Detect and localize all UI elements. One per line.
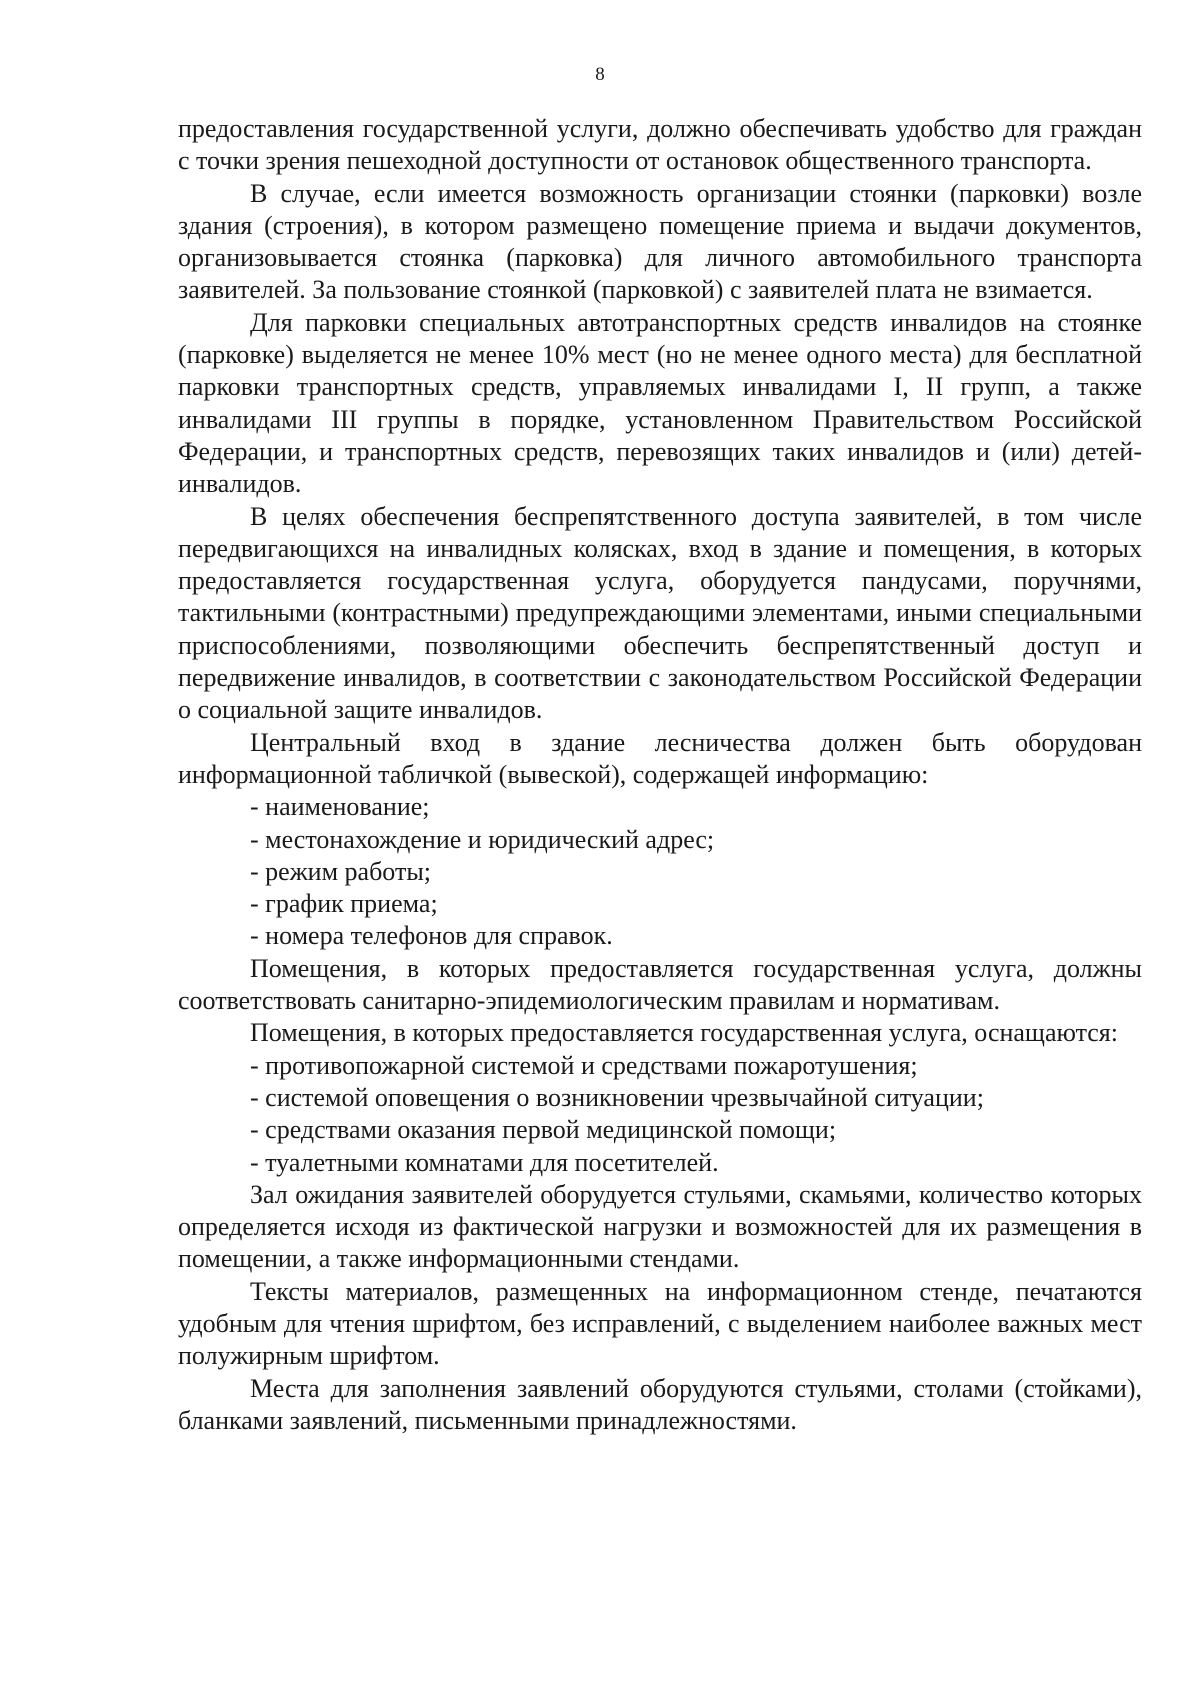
paragraph-sanitary: Помещения, в которых предоставляется государственная услуга, должны соответствовать санитарно-эпидемиологическим правилам и нормативам. (178, 953, 1142, 1016)
paragraph-continuation: предоставления государственной услуги, должно обеспечивать удобство для граждан с точки зрения пешеходной доступности от остановок общественного транспорта. (178, 114, 1142, 176)
list-item: - режим работы; (250, 856, 432, 886)
document-body (178, 113, 1142, 1437)
paragraph-accessibility: В целях обеспечения беспрепятственного доступа заявителей, в том числе передвигающихся на инвалидных колясках, вход в здание и помещения, в которых предоставляется государственная услуга, оборудуется пандусами, поручнями, тактильными (контрастными) предупреждающими элементами, иными специальными приспособлениями, позволяющими обеспечить беспрепятственный доступ и передвижение инвалидов, в соответствии с законодательством Российской Федерации о социальной защите инвалидов. (178, 501, 1142, 725)
list-item: - туалетными комнатами для посетителей. (250, 1147, 719, 1177)
paragraph-application-places: Места для заполнения заявлений оборудуются стульями, столами (стойками), бланками заявлений, письменными принадлежностями. (178, 1373, 1142, 1435)
list-item: - наименование; (250, 792, 430, 822)
list-item: - график приема; (250, 889, 438, 919)
paragraph-parking: В случае, если имеется возможность организации стоянки (парковки) возле здания (строения), в котором размещено помещение приема и выдачи документов, организовывается стоянка (парковка) для личного автомобильного транспорта заявителей. За пользование стоянкой (парковкой) с заявителей плата не взимается. (178, 178, 1142, 305)
list-item: - средствами оказания первой медицинской помощи; (250, 1115, 837, 1145)
paragraph-entrance-sign: Центральный вход в здание лесничества должен быть оборудован информационной табличкой (вывеской), содержащей информацию: (178, 727, 1142, 789)
page-number: 8 (595, 64, 605, 85)
paragraph-stand-texts: Тексты материалов, размещенных на информационном стенде, печатаются удобным для чтения шрифтом, без исправлений, с выделением наиболее важных мест полужирным шрифтом. (178, 1276, 1142, 1371)
list-item: - номера телефонов для справок. (250, 921, 613, 951)
paragraph-equipment: Помещения, в которых предоставляется государственная услуга, оснащаются: (250, 1018, 1118, 1048)
list-item: - системой оповещения о возникновении чрезвычайной ситуации; (250, 1082, 984, 1112)
list-item: - местонахождение и юридический адрес; (250, 824, 715, 854)
paragraph-disabled-parking: Для парковки специальных автотранспортных средств инвалидов на стоянке (парковке) выделяется не менее 10% мест (но не менее одного места) для бесплатной парковки транспортных средств, управляемых инвалидами I, II групп, а также инвалидами III группы в порядке, установленном Правительством Российской Федерации, и транспортных средств, перевозящих таких инвалидов и (или) детей-инвалидов. (178, 307, 1142, 499)
paragraph-waiting-hall: Зал ожидания заявителей оборудуется стульями, скамьями, количество которых определяется исходя из фактической нагрузки и возможностей для их размещения в помещении, а также информационными стендами. (178, 1179, 1142, 1274)
list-item: - противопожарной системой и средствами пожаротушения; (250, 1050, 918, 1080)
